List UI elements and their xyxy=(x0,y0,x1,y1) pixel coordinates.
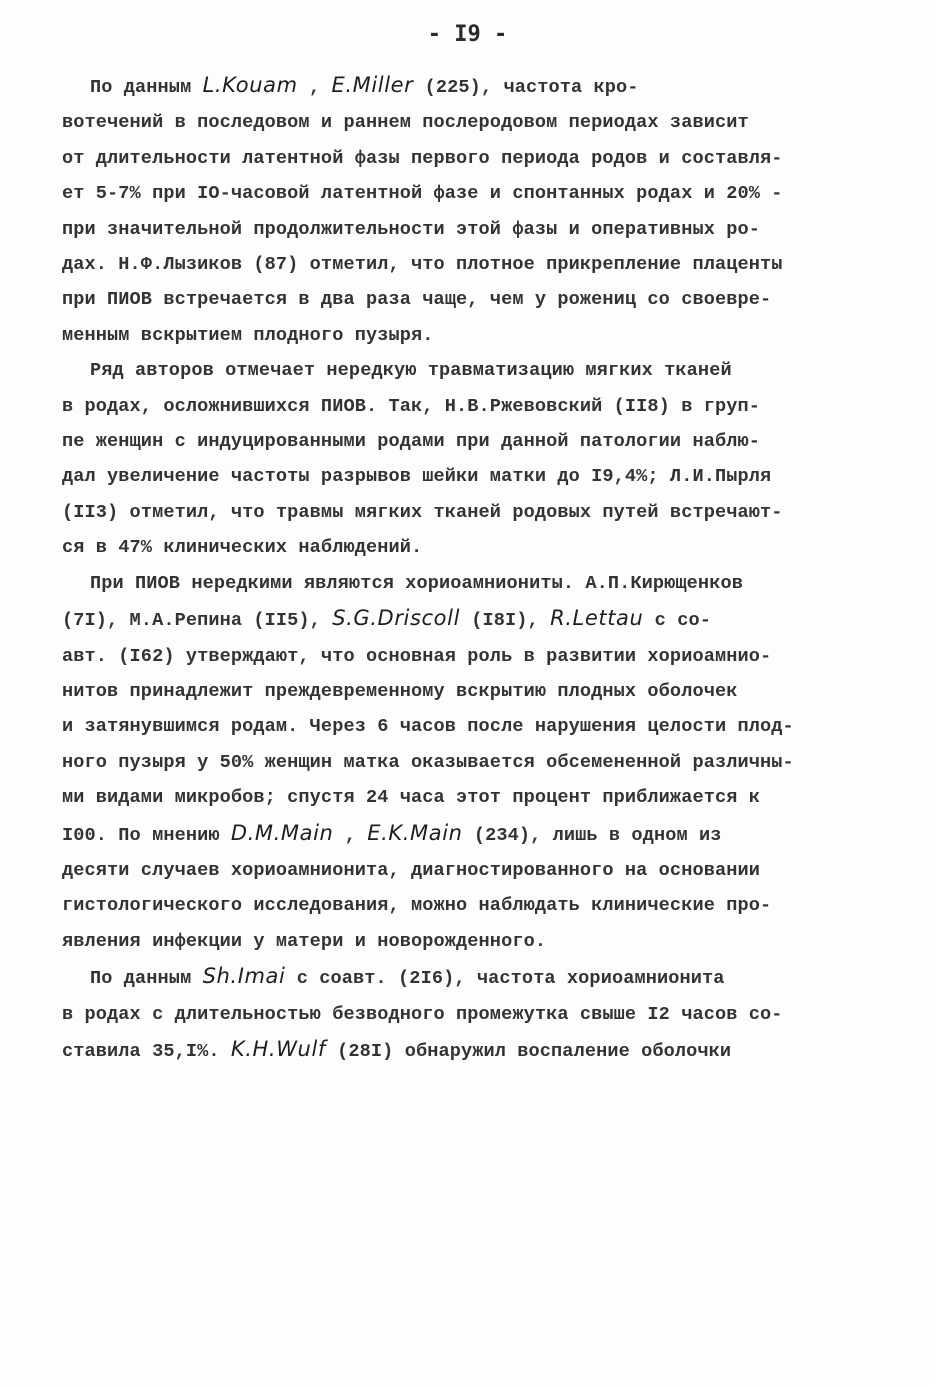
text-line xyxy=(62,674,882,709)
typed-text: от длительности латентной фазы первого периода родов и составля- xyxy=(62,147,783,169)
text-line xyxy=(62,282,882,317)
text-line xyxy=(62,212,882,247)
text-line xyxy=(62,601,882,638)
handwritten-author-name: K.H.Wulf xyxy=(230,1036,326,1061)
typed-text: (234), лишь в одном из xyxy=(462,824,722,846)
text-line xyxy=(62,141,882,176)
text-line xyxy=(62,530,882,565)
typed-text: и затянувшимся родам. Через 6 часов после нарушения целости плод- xyxy=(62,716,794,738)
typed-text: ет 5-7% при IO-часовой латентной фазе и спонтанных родах и 20% - xyxy=(62,183,783,205)
typed-text: По данным xyxy=(90,77,203,98)
text-line xyxy=(62,780,882,815)
text-line xyxy=(62,176,882,211)
text-line xyxy=(62,459,882,494)
typed-text: I00. По мнению xyxy=(62,824,231,846)
typed-text: (I8I), xyxy=(460,610,551,632)
typed-text: дал увеличение частоты разрывов шейки матки до I9,4%; Л.И.Пырля xyxy=(62,466,772,488)
text-line xyxy=(62,247,882,282)
typed-text: менным вскрытием плодного пузыря. xyxy=(62,324,434,346)
typed-text: пе женщин с индуцированными родами при данной патологии наблю- xyxy=(62,431,760,453)
text-line xyxy=(62,1032,882,1069)
text-line xyxy=(62,853,882,888)
typed-text: По данным xyxy=(90,968,203,990)
text-line xyxy=(62,639,882,674)
handwritten-author-name: S.G.Driscoll xyxy=(332,606,460,631)
text-line xyxy=(62,389,882,424)
typed-text: в родах с длительностью безводного промежутка свыше I2 часов со- xyxy=(62,1003,783,1025)
handwritten-author-name: E.Miller xyxy=(331,73,414,97)
typed-text: при значительной продолжительности этой фазы и оперативных ро- xyxy=(62,218,760,240)
paragraph-first-line xyxy=(62,566,882,601)
handwritten-author-name: Sh.Imai xyxy=(202,964,286,989)
page-number: - I9 - xyxy=(427,22,508,47)
handwritten-author-name: R.Lettau xyxy=(550,606,644,631)
typed-text: (II3) отметил, что травмы мягких тканей родовых путей встречают- xyxy=(62,501,783,523)
typed-text: в родах, осложнившихся ПИОВ. Так, Н.В.Ржевовский (II8) в груп- xyxy=(62,395,760,417)
paragraph-first-line xyxy=(62,353,882,388)
typed-text: дах. Н.Ф.Лызиков (87) отметил, что плотное прикрепление плаценты xyxy=(62,254,783,276)
text-line xyxy=(62,745,882,780)
text-line xyxy=(62,816,882,853)
typed-text: вотечений в последовом и раннем послеродовом периодах зависит xyxy=(62,112,749,134)
body-text xyxy=(62,68,882,1069)
typed-text: (28I) обнаружил воспаление оболочки xyxy=(325,1040,732,1062)
typed-text: с со- xyxy=(643,610,711,632)
typed-text: десяти случаев хориоамнионита, диагностированного на основании xyxy=(62,859,760,881)
text-line xyxy=(62,318,882,353)
typed-text: ставила 35,I%. xyxy=(62,1040,231,1062)
typed-text: при ПИОВ встречается в два раза чаще, чем у рожениц со своевре- xyxy=(62,289,772,311)
handwritten-author-name: E.K.Main xyxy=(367,820,463,845)
typed-text: авт. (I62) утверждают, что основная роль в развитии хориоамнио- xyxy=(62,645,772,667)
paragraph-first-line xyxy=(62,68,882,105)
text-line xyxy=(62,495,882,530)
typed-text: Ряд авторов отмечает нередкую травматизацию мягких тканей xyxy=(90,360,732,382)
typed-text: ного пузыря у 50% женщин матка оказывается обсемененной различны- xyxy=(62,751,794,773)
handwritten-author-name: D.M.Main xyxy=(230,820,334,845)
paragraph-first-line xyxy=(62,959,882,996)
text-line xyxy=(62,997,882,1032)
typed-text: ся в 47% клинических наблюдений. xyxy=(62,537,423,559)
typed-text: ми видами микробов; спустя 24 часа этот процент приближается к xyxy=(62,787,760,809)
typed-text: явления инфекции у матери и новорожденного. xyxy=(62,930,547,952)
typed-text: , xyxy=(333,824,368,846)
text-line xyxy=(62,709,882,744)
typed-text: При ПИОВ нередкими являются хориоамниониты. А.П.Кирющенков xyxy=(90,572,743,594)
typed-text: с соавт. (2I6), частота хориоамнионита xyxy=(285,968,725,990)
typed-text: (7I), М.А.Репина (II5), xyxy=(62,610,333,632)
text-line xyxy=(62,888,882,923)
text-line xyxy=(62,924,882,959)
text-line xyxy=(62,105,882,140)
handwritten-author-name: L.Kouam xyxy=(202,73,298,97)
typed-text: гистологического исследования, можно наблюдать клинические про- xyxy=(62,895,772,917)
typed-text: , xyxy=(297,77,332,98)
typed-text: нитов принадлежит преждевременному вскрытию плодных оболочек xyxy=(62,680,738,702)
text-line xyxy=(62,424,882,459)
typed-text: (225), частота кро- xyxy=(413,77,639,98)
